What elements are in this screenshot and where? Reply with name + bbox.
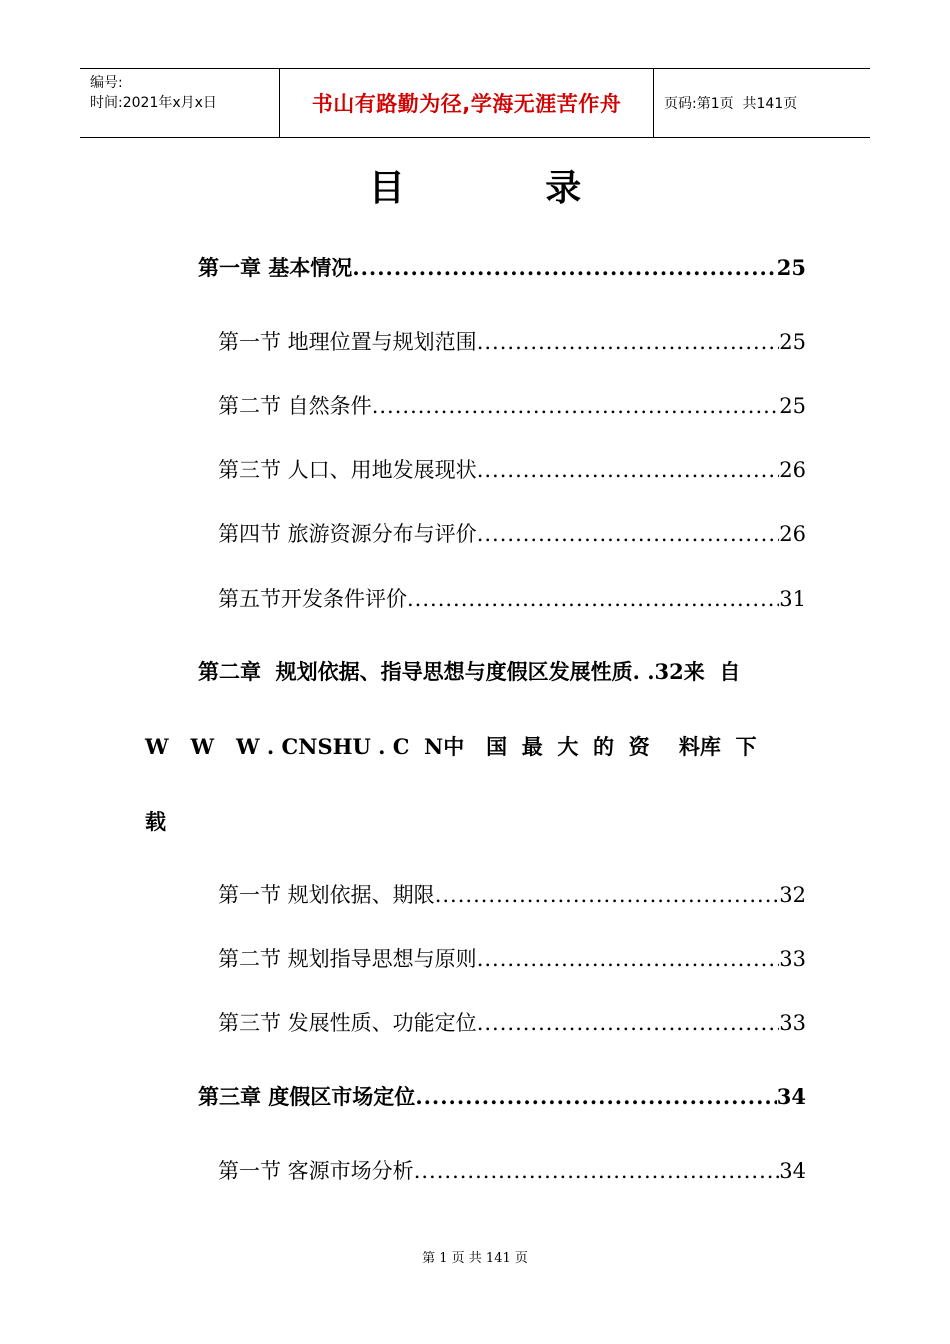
toc-section-1-5[interactable] bbox=[218, 583, 806, 613]
toc-leader-dots bbox=[352, 255, 776, 280]
toc-leader-dots bbox=[477, 947, 780, 971]
toc-page-number: 33 bbox=[779, 947, 806, 971]
toc-chapter-3[interactable] bbox=[198, 1081, 806, 1111]
number-label: 编号: bbox=[90, 75, 123, 91]
toc-title: 目 录 bbox=[368, 168, 646, 209]
toc-page-number: 34 bbox=[776, 1084, 806, 1109]
toc-leader-dots bbox=[477, 330, 780, 354]
toc-section-1-3[interactable] bbox=[218, 454, 806, 484]
toc-chapter-1[interactable] bbox=[198, 252, 806, 282]
toc-label: 第三节 人口、用地发展现状 bbox=[218, 458, 477, 482]
toc-leader-dots bbox=[415, 1084, 776, 1109]
toc-leader-dots bbox=[407, 587, 779, 611]
toc-leader-dots bbox=[477, 522, 780, 546]
header-page-info bbox=[654, 69, 870, 137]
toc-label: 第一章 基本情况 bbox=[198, 255, 353, 280]
toc-page-number: 33 bbox=[779, 1011, 806, 1035]
toc-chapter-2-line-3: 载 bbox=[145, 809, 166, 834]
toc-label: 第一节 规划依据、期限 bbox=[218, 883, 435, 907]
toc-page-number: 34 bbox=[779, 1159, 806, 1183]
page-info-text: 页码:第1页 共141页 bbox=[664, 96, 798, 112]
toc-page-number: 25 bbox=[779, 330, 806, 354]
toc-page-number: 25 bbox=[779, 394, 806, 418]
time-label: 时间:2021年x月x日 bbox=[90, 95, 217, 111]
page-footer: 第 1 页 共 141 页 bbox=[422, 1251, 528, 1266]
toc-section-2-1[interactable] bbox=[218, 879, 806, 909]
toc-page-number: 31 bbox=[779, 587, 806, 611]
toc-leader-dots bbox=[477, 1011, 780, 1035]
toc-page-number: 26 bbox=[779, 522, 806, 546]
header-meta bbox=[80, 69, 280, 137]
toc-chapter-2-line-2: W W W . CNSHU . C N中 国 最 大 的 资 料库 下 bbox=[145, 734, 757, 759]
toc-label: 第二节 自然条件 bbox=[218, 394, 372, 418]
toc-leader-dots bbox=[477, 458, 780, 482]
toc-section-2-3[interactable] bbox=[218, 1007, 806, 1037]
toc-page-number: 25 bbox=[776, 255, 806, 280]
toc-page-number: 32 bbox=[779, 883, 806, 907]
toc-section-2-2[interactable] bbox=[218, 943, 806, 973]
toc-section-3-1[interactable] bbox=[218, 1155, 806, 1185]
toc-label: 第三章 度假区市场定位 bbox=[198, 1084, 416, 1109]
toc-page-number: 26 bbox=[779, 458, 806, 482]
toc-label: 第三节 发展性质、功能定位 bbox=[218, 1011, 477, 1035]
toc-leader-dots bbox=[435, 883, 780, 907]
page-header bbox=[80, 68, 870, 138]
toc-chapter-2-line-1[interactable]: 第二章 规划依据、指导思想与度假区发展性质. .32来 自 bbox=[198, 659, 741, 684]
toc-section-1-1[interactable] bbox=[218, 326, 806, 356]
toc-leader-dots bbox=[414, 1159, 780, 1183]
toc-label: 第二节 规划指导思想与原则 bbox=[218, 947, 477, 971]
toc-label: 第一节 地理位置与规划范围 bbox=[218, 330, 477, 354]
toc-label: 第五节开发条件评价 bbox=[218, 587, 407, 611]
header-motto: 书山有路勤为径,学海无涯苦作舟 bbox=[280, 69, 654, 137]
toc-leader-dots bbox=[372, 394, 780, 418]
toc-label: 第四节 旅游资源分布与评价 bbox=[218, 522, 477, 546]
toc-section-1-4[interactable] bbox=[218, 518, 806, 548]
toc-section-1-2[interactable] bbox=[218, 390, 806, 420]
toc-label: 第一节 客源市场分析 bbox=[218, 1159, 414, 1183]
